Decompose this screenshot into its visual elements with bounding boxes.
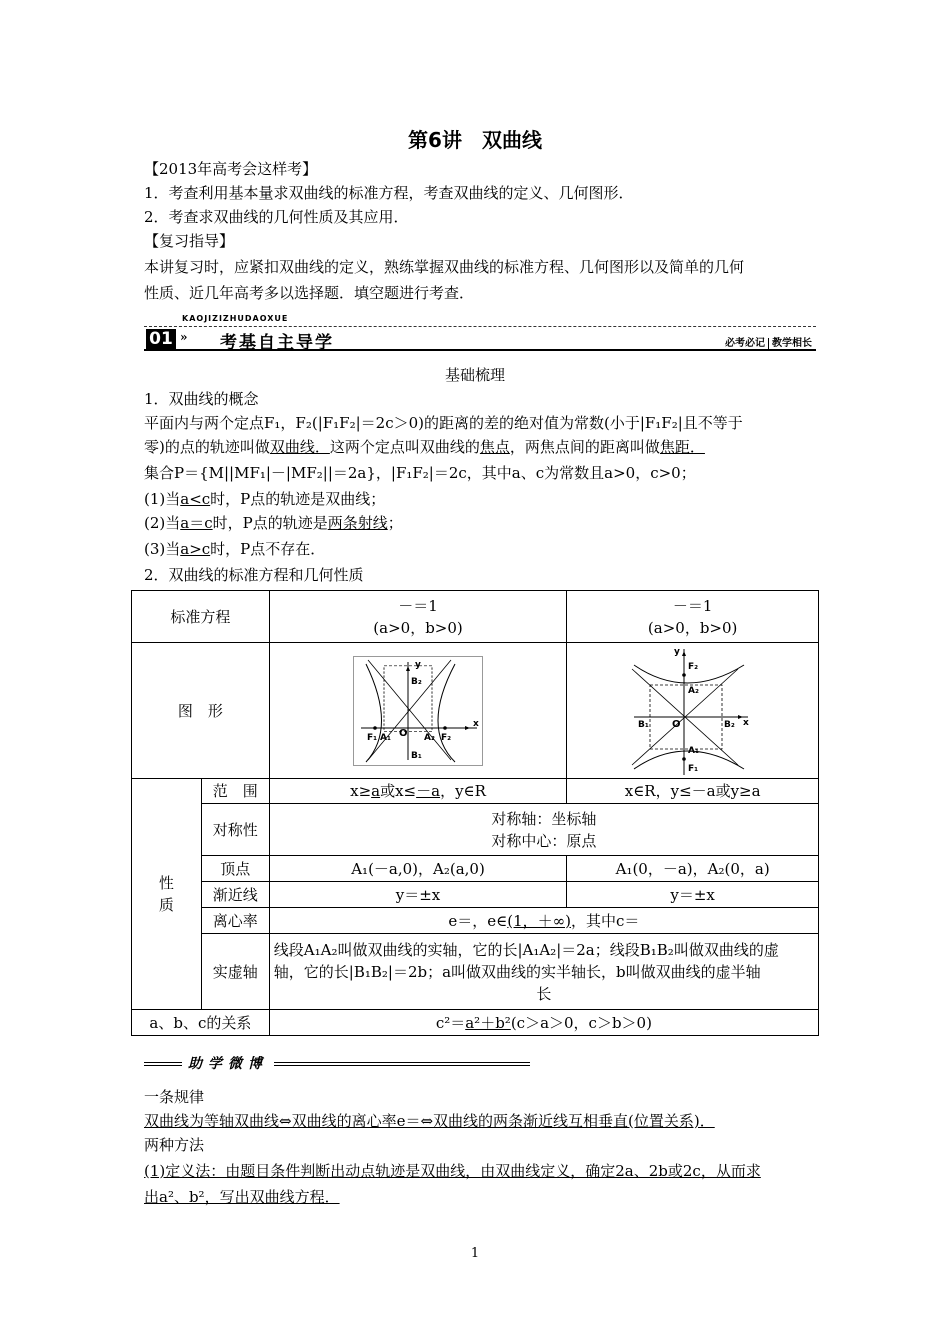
label-o: O [399, 727, 408, 739]
range-1-b: 或x≤ [380, 782, 417, 800]
v-label-x: x [742, 717, 749, 728]
page-number: 1 [470, 1246, 480, 1261]
methods-heading: 两种方法 [144, 1136, 205, 1154]
cond-2: (a>0，b>0) [647, 618, 738, 637]
case-2-rays: 两条射线 [327, 514, 388, 532]
asym-1: y＝±x [269, 882, 567, 908]
rel-u: a²＋b² [465, 1013, 511, 1032]
case-2-b: 时，P点的轨迹是 [212, 514, 328, 532]
eq-1: －＝1 [398, 596, 438, 615]
table-row [132, 882, 819, 908]
case-2-a: (2)当 [144, 514, 181, 532]
banner-underline [144, 349, 816, 351]
range-1-u1: a [371, 782, 381, 800]
exam-point-1: 1．考查利用基本量求双曲线的标准方程，考查双曲线的定义、几何图形． [144, 184, 634, 202]
sym-center: 对称中心：原点 [491, 831, 597, 850]
sym-content [269, 804, 818, 856]
concept-l2c: ，两焦点间的距离叫做 [509, 438, 660, 456]
eq-2: －＝1 [672, 596, 713, 615]
graph-vertical-cell [567, 643, 819, 779]
range-1-a: x≥ [350, 782, 372, 800]
label-a2: A₂ [424, 732, 435, 743]
method-1-line-1: (1)定义法：由题目条件判断出动点轨迹是双曲线，由双曲线定义，确定2a、2b或2c，从而求 [144, 1162, 761, 1180]
table-row [132, 804, 819, 856]
banner-right-b: 教学相长 [772, 338, 812, 349]
case-2-c: ； [387, 514, 403, 532]
case-3 [144, 538, 325, 560]
term-hyperbola: 双曲线． [269, 438, 330, 456]
v-label-b2: B₂ [723, 719, 735, 730]
sym-axis: 对称轴：坐标轴 [491, 809, 597, 828]
graph-horizontal-cell [269, 643, 567, 779]
label-x: x [473, 718, 479, 729]
v-label-o: O [671, 718, 681, 730]
table-row [132, 856, 819, 882]
ecc-b: ，其中c＝ [570, 911, 640, 930]
properties-table [131, 590, 819, 1036]
table-row [132, 1010, 819, 1036]
range-2: x∈R，y≤－a或y≥a [567, 779, 819, 804]
v-label-b1: B₁ [637, 719, 649, 730]
axis-label: 实虚轴 [201, 934, 269, 1010]
label-f2: F₂ [441, 732, 452, 743]
asym-2: y＝±x [567, 882, 819, 908]
rel-label: a、b、c的关系 [132, 1010, 270, 1036]
sym-label: 对称性 [201, 804, 269, 856]
v-label-f1: F₁ [687, 763, 698, 774]
banner-number: 01 [146, 329, 176, 349]
table-row [132, 779, 819, 804]
rel-a: c²＝ [435, 1013, 466, 1032]
concept-line-1: 平面内与两个定点F₁，F₂(|F₁F₂|＝2c＞0)的距离的差的绝对值为常数(小于|F₁F₂|且不等于 [144, 414, 743, 432]
label-f1: F₁ [367, 732, 378, 743]
rule-text: 双曲线为等轴双曲线⇔双曲线的离心率e＝⇔双曲线的两条渐近线互相垂直(位置关系)． [144, 1112, 715, 1130]
rule-heading: 一条规律 [144, 1088, 205, 1106]
v-label-y: y [673, 646, 680, 657]
banner-right-a: 必考必记 [725, 338, 765, 349]
section-banner [144, 314, 816, 352]
case-3-a: (3)当 [144, 540, 181, 558]
concept-line-3: 集合P＝{M||MF₁|－|MF₂||＝2a}，|F₁F₂|＝2c，其中a、c为常数且a>0，c>0； [144, 464, 696, 482]
std-eq-vertical [567, 591, 819, 643]
term-focal-distance: 焦距． [659, 438, 705, 456]
banner-arrows-icon: » [180, 330, 188, 344]
case-1-a: (1)当 [144, 490, 181, 508]
axis-line-2: 轴，它的长|B₁B₂|＝2b；a叫做双曲线的实半轴长，b叫做双曲线的虚半轴 [273, 962, 761, 981]
ecc-label: 离心率 [201, 908, 269, 934]
review-text-1: 本讲复习时，应紧扣双曲线的定义，熟练掌握双曲线的标准方程、几何图形以及简单的几何 [144, 258, 745, 276]
axis-content [269, 934, 818, 1010]
graph-horizontal [353, 656, 483, 766]
axis-line-1: 线段A₁A₂叫做双曲线的实轴，它的长|A₁A₂|＝2a；线段B₁B₂叫做双曲线的虚 [273, 940, 779, 959]
vertex-1: A₁(－a,0)，A₂(a,0) [269, 856, 567, 882]
asym-label: 渐近线 [201, 882, 269, 908]
props-label-b: 质 [158, 896, 174, 914]
cond-1: (a>0，b>0) [373, 618, 463, 637]
v-label-a1: A₁ [687, 745, 699, 756]
review-text-2: 性质、近几年高考多以选择题．填空题进行考查． [144, 284, 475, 302]
range-1-u2: －a [416, 782, 441, 800]
table-row [132, 591, 819, 643]
vertex-label: 顶点 [201, 856, 269, 882]
label-b2: B₂ [411, 676, 422, 687]
case-1-cond: a<c [180, 490, 211, 508]
std-eq-label: 标准方程 [132, 591, 270, 643]
concept-line-2 [144, 436, 705, 458]
banner-tagline: KAOJIZIZHUDAOXUE [182, 314, 289, 323]
label-a1: A₁ [380, 732, 391, 743]
case-2 [144, 512, 403, 534]
study-blog-divider [144, 1053, 530, 1073]
props-label-a: 性 [158, 874, 174, 892]
case-1 [144, 488, 385, 510]
page-title: 第6讲 双曲线 [408, 128, 542, 152]
range-label: 范 围 [201, 779, 269, 804]
rel-b: (c＞a＞0，c＞b＞0) [510, 1013, 652, 1032]
method-1-line-2: 出a²、b²，写出双曲线方程． [144, 1188, 340, 1206]
range-1 [269, 779, 567, 804]
banner-title: 考基自主导学 [220, 333, 334, 353]
table-heading: 2．双曲线的标准方程和几何性质 [144, 566, 364, 584]
rel-content [269, 1010, 818, 1036]
exam-point-2: 2．考查求双曲线的几何性质及其应用． [144, 208, 409, 226]
ecc-range: (1，＋∞) [507, 911, 571, 930]
concept-l2a: 零)的点的轨迹叫做 [144, 438, 270, 456]
banner-dotted-rule [144, 326, 816, 327]
case-3-b: 时，P点不存在． [210, 540, 326, 558]
ecc-content [269, 908, 818, 934]
axis-line-3: 长 [536, 984, 552, 1003]
std-eq-horizontal [269, 591, 567, 643]
case-3-cond: a>c [180, 540, 211, 558]
exam-header: 【2013年高考会这样考】 [144, 160, 318, 178]
label-b1: B₁ [411, 750, 422, 761]
case-1-b: 时，P点的轨迹是双曲线； [210, 490, 386, 508]
label-y: y [415, 659, 421, 670]
props-label [132, 779, 202, 1010]
concept-l2b: 这两个定点叫双曲线的 [329, 438, 480, 456]
review-header: 【复习指导】 [144, 232, 235, 250]
graph-vertical [628, 645, 758, 777]
table-row [132, 934, 819, 1010]
banner-right-text [725, 334, 812, 349]
vertex-2: A₁(0，－a)，A₂(0，a) [567, 856, 819, 882]
v-label-f2: F₂ [687, 661, 698, 672]
ecc-a: e＝，e∈ [448, 911, 508, 930]
table-row [132, 643, 819, 779]
study-blog-label: 助学微博 [182, 1053, 274, 1073]
range-1-c: ，y∈R [440, 782, 486, 800]
table-row [132, 908, 819, 934]
graph-label: 图 形 [132, 643, 270, 779]
case-2-cond: a＝c [180, 514, 213, 532]
section-title: 基础梳理 [444, 366, 505, 384]
v-label-a2: A₂ [687, 685, 699, 696]
term-focus: 焦点 [479, 438, 510, 456]
concept-heading: 1．双曲线的概念 [144, 390, 259, 408]
